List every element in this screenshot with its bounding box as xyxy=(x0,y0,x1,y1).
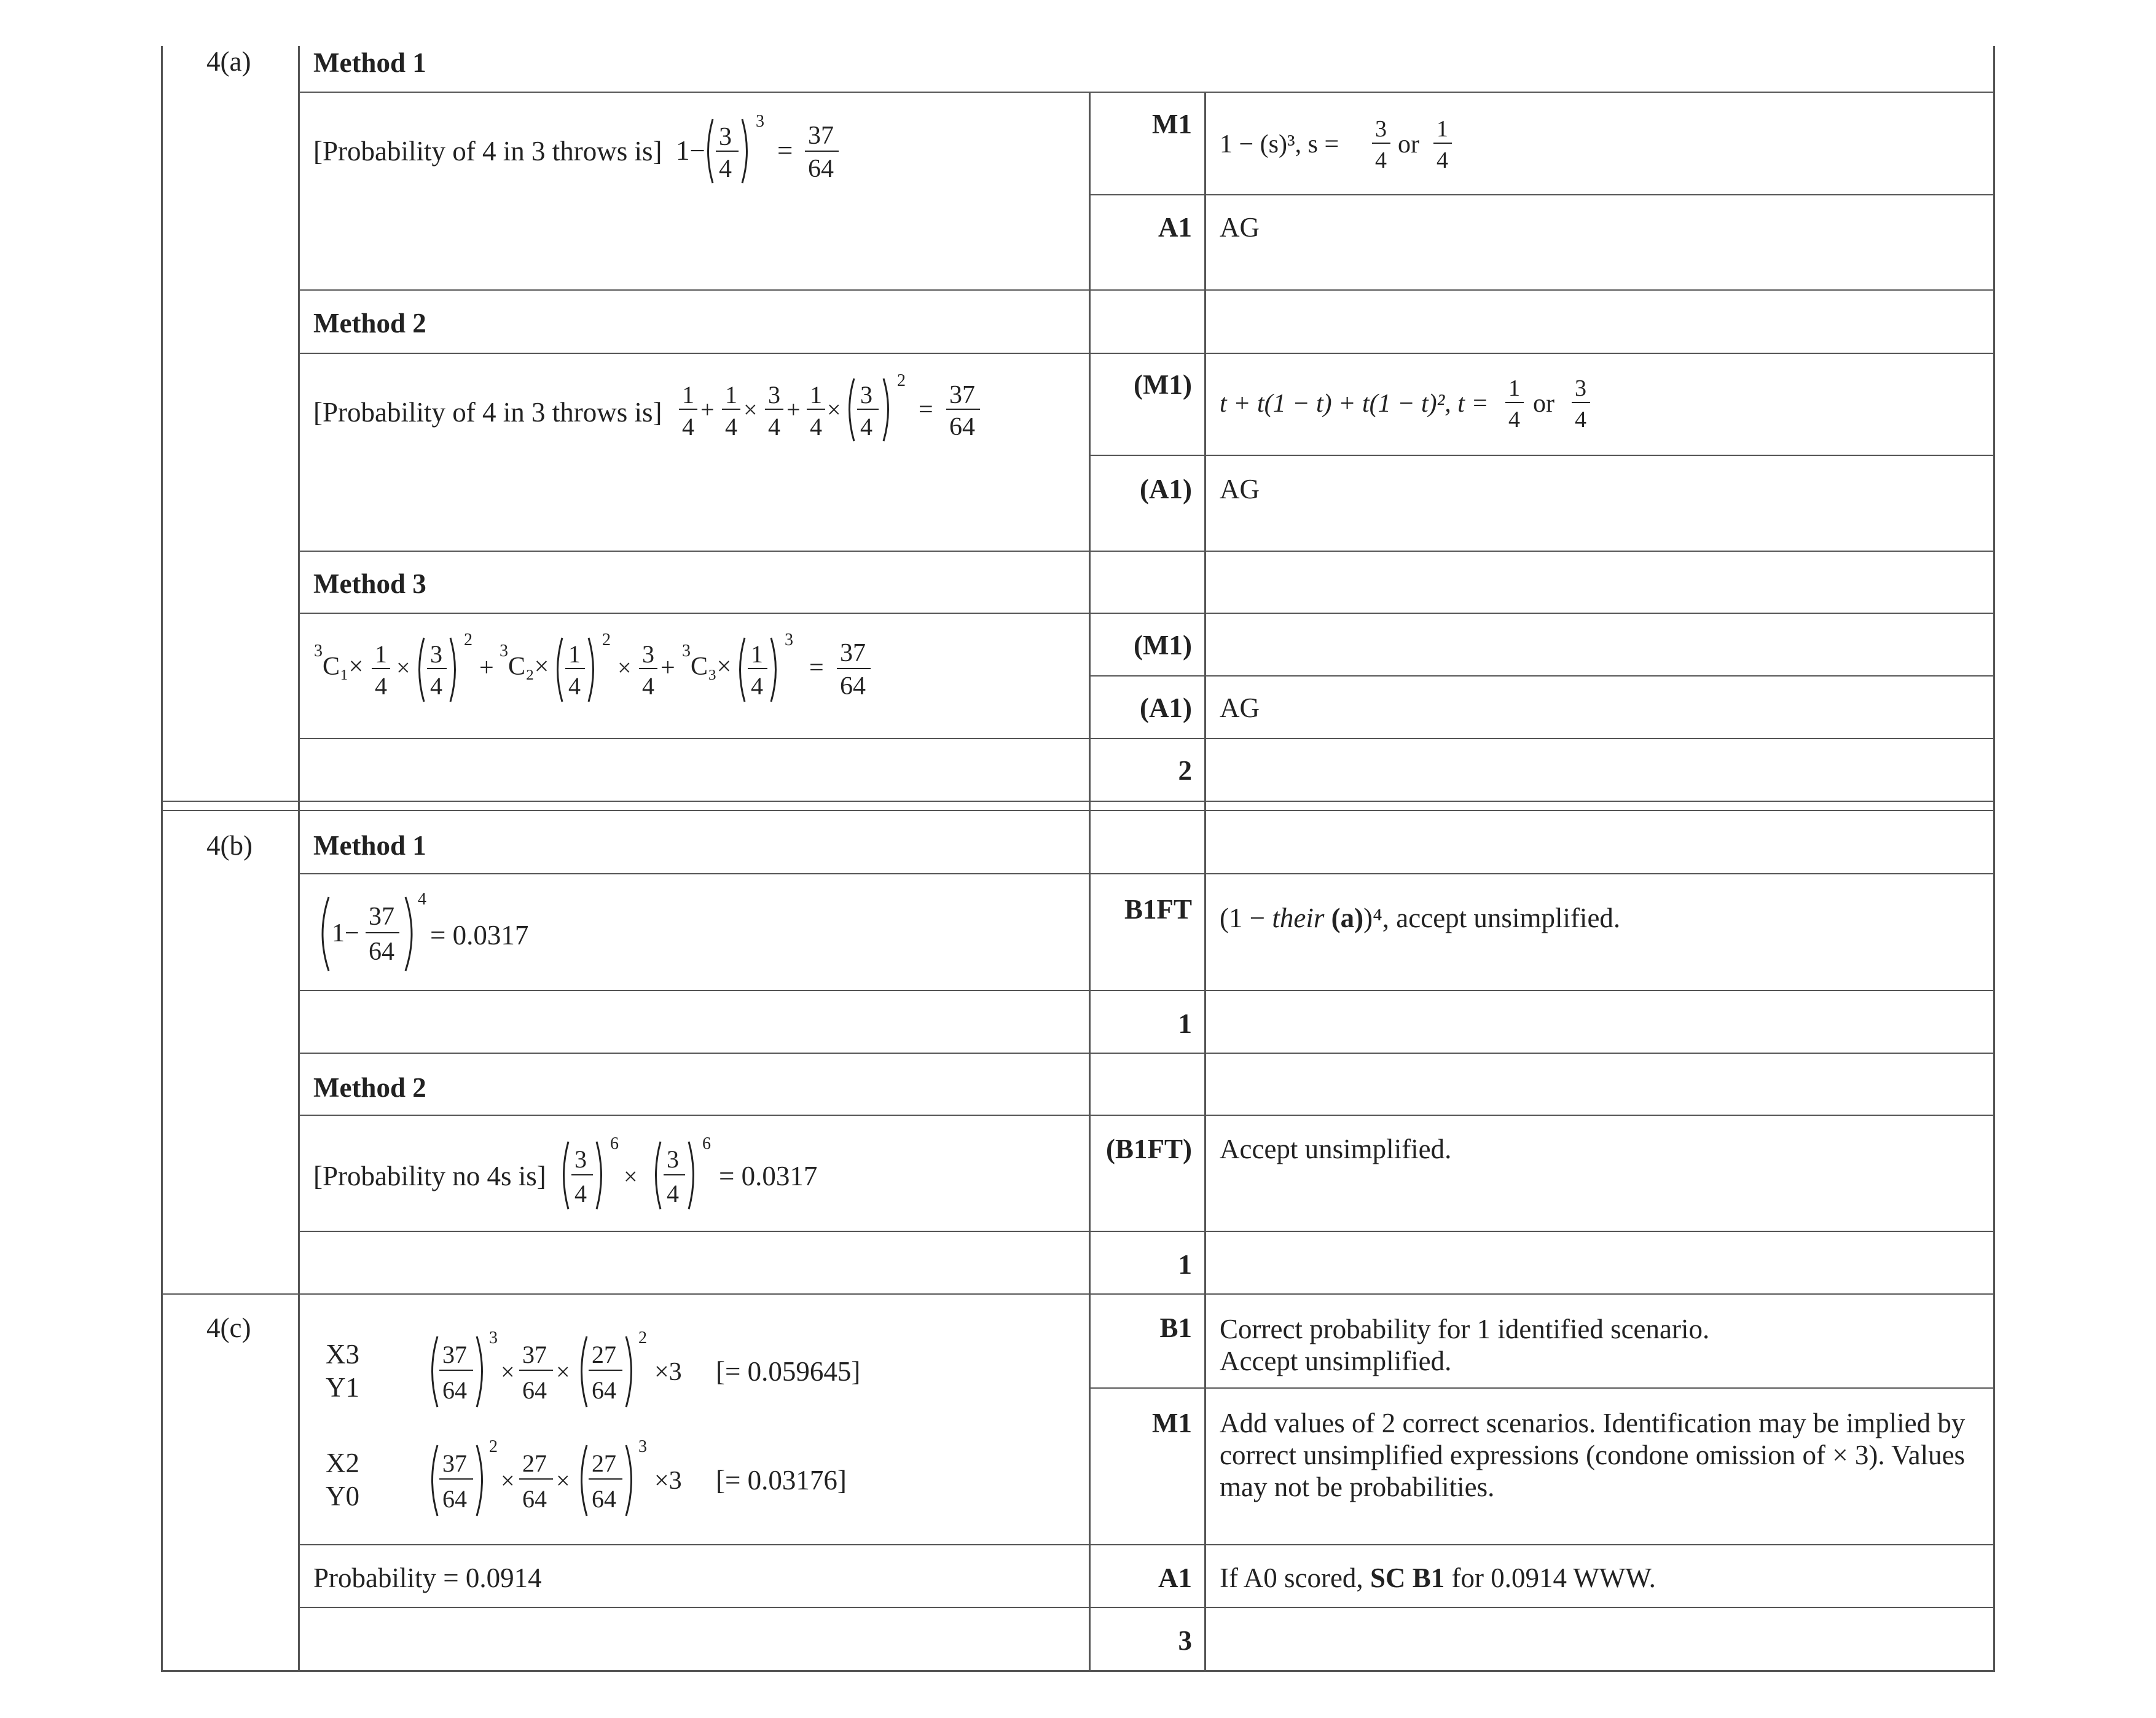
mark-m1-alt: (M1) xyxy=(1134,369,1192,400)
mark-b1: B1 xyxy=(1159,1312,1192,1343)
scenario-1-expression xyxy=(424,1321,694,1419)
svg-text:64: 64 xyxy=(369,938,394,966)
svg-text:+: + xyxy=(661,654,675,682)
svg-text:4: 4 xyxy=(768,413,780,441)
svg-text:2: 2 xyxy=(464,630,472,649)
svg-text:27: 27 xyxy=(522,1449,547,1477)
svg-text:3: 3 xyxy=(667,1145,679,1173)
svg-text:4: 4 xyxy=(1508,407,1520,433)
mark-m1-alt: (M1) xyxy=(1134,630,1192,661)
mark-m1: M1 xyxy=(1152,1408,1192,1438)
mark-b1ft-alt: (B1FT) xyxy=(1106,1134,1192,1164)
total-marks-4c: 3 xyxy=(1178,1625,1192,1656)
svg-text:+: + xyxy=(700,396,715,423)
svg-text:4: 4 xyxy=(1375,147,1387,173)
svg-text:1: 1 xyxy=(568,640,581,668)
svg-text:64: 64 xyxy=(592,1485,616,1513)
final-probability: Probability = 0.0914 xyxy=(313,1563,542,1593)
svg-text:3: 3 xyxy=(500,641,508,661)
svg-text:2: 2 xyxy=(897,371,906,390)
guidance-m1-line: correct unsimplified expressions (condone omission of × 3). Values xyxy=(1220,1440,1966,1470)
svg-text:3: 3 xyxy=(785,630,793,649)
svg-text:2: 2 xyxy=(489,1437,498,1456)
method-1-title: Method 1 xyxy=(313,830,426,861)
guidance-accept: Accept unsimplified. xyxy=(1220,1134,1452,1164)
method-3-title: Method 3 xyxy=(313,568,426,599)
svg-text:3: 3 xyxy=(756,112,764,131)
mark-a1-alt: (A1) xyxy=(1140,474,1192,504)
svg-text:1: 1 xyxy=(810,381,822,409)
svg-text:4: 4 xyxy=(568,672,581,700)
svg-text:×: × xyxy=(617,654,632,681)
method-2-expression xyxy=(676,369,995,455)
svg-text:3: 3 xyxy=(430,640,442,668)
svg-text:=: = xyxy=(919,396,933,424)
svg-text:4: 4 xyxy=(667,1180,679,1207)
svg-text:37: 37 xyxy=(840,639,866,667)
svg-text:64: 64 xyxy=(442,1376,467,1404)
svg-text:3: 3 xyxy=(1375,116,1387,142)
svg-text:4: 4 xyxy=(1437,147,1448,173)
scenario-label: Y0 xyxy=(326,1481,359,1512)
svg-text:37: 37 xyxy=(442,1341,467,1368)
svg-text:3: 3 xyxy=(682,641,691,661)
svg-text:64: 64 xyxy=(840,672,866,700)
subtotal-marks: 1 xyxy=(1178,1008,1192,1039)
svg-text:3: 3 xyxy=(574,1145,587,1173)
svg-text:×: × xyxy=(624,1163,638,1190)
svg-text:4: 4 xyxy=(418,890,426,909)
svg-text:×: × xyxy=(827,396,841,423)
svg-text:=: = xyxy=(777,135,793,166)
svg-text:37: 37 xyxy=(808,122,834,150)
guidance-ag: AG xyxy=(1220,474,1260,504)
method-1-expression xyxy=(670,109,854,195)
table-border-bottom xyxy=(161,1670,1995,1672)
mark-a1: A1 xyxy=(1158,212,1192,243)
svg-text:6: 6 xyxy=(610,1134,619,1153)
svg-text:1−: 1− xyxy=(332,919,359,947)
svg-text:3: 3 xyxy=(719,123,732,151)
scenario-label: Y1 xyxy=(326,1372,359,1403)
svg-text:37: 37 xyxy=(442,1449,467,1477)
svg-text:+: + xyxy=(479,654,494,682)
guidance-ag: AG xyxy=(1220,212,1260,243)
svg-text:4: 4 xyxy=(682,413,694,441)
method-2-title: Method 2 xyxy=(313,308,426,339)
svg-text:1−: 1− xyxy=(676,135,705,166)
svg-text:1: 1 xyxy=(725,381,737,409)
svg-text:64: 64 xyxy=(522,1485,547,1513)
answer-value: = 0.0317 xyxy=(430,920,529,951)
svg-text:C₁×: C₁× xyxy=(323,653,364,681)
svg-text:or: or xyxy=(1398,130,1419,159)
svg-text:3: 3 xyxy=(768,381,780,409)
section-separator xyxy=(161,801,1995,802)
svg-text:3: 3 xyxy=(314,641,323,661)
svg-text:4: 4 xyxy=(1575,407,1586,433)
svg-text:1: 1 xyxy=(1508,375,1520,401)
svg-text:64: 64 xyxy=(949,413,975,441)
svg-text:×: × xyxy=(556,1358,570,1386)
svg-text:3: 3 xyxy=(638,1437,647,1456)
svg-text:×: × xyxy=(556,1467,570,1494)
svg-text:4: 4 xyxy=(725,413,737,441)
answer-value: = 0.0317 xyxy=(719,1161,818,1191)
svg-text:×3: ×3 xyxy=(654,1358,682,1386)
table-border-left xyxy=(161,46,163,1671)
svg-text:1: 1 xyxy=(375,640,387,668)
svg-text:4: 4 xyxy=(430,672,442,700)
svg-text:37: 37 xyxy=(522,1341,547,1368)
svg-text:37: 37 xyxy=(949,381,975,409)
svg-text:64: 64 xyxy=(808,155,834,183)
svg-text:4: 4 xyxy=(719,155,732,183)
svg-text:1: 1 xyxy=(682,381,694,409)
svg-text:3: 3 xyxy=(1575,375,1586,401)
question-label-4b: 4(b) xyxy=(206,830,253,861)
svg-text:27: 27 xyxy=(592,1341,616,1368)
svg-text:37: 37 xyxy=(369,903,394,931)
svg-text:4: 4 xyxy=(751,672,763,700)
svg-text:t + t(1 − t) + t(1 − t)², t =: t + t(1 − t) + t(1 − t)², t = xyxy=(1220,390,1489,418)
svg-text:4: 4 xyxy=(375,672,387,700)
svg-text:4: 4 xyxy=(574,1180,587,1207)
method-2-expression xyxy=(550,1129,734,1222)
answer-prefix: [Probability of 4 in 3 throws is] xyxy=(313,397,662,428)
mark-column-divider xyxy=(1204,92,1206,1671)
m1-guidance-expression xyxy=(1220,109,1527,183)
mark-a1: A1 xyxy=(1158,1563,1192,1593)
method-2-title: Method 2 xyxy=(313,1072,426,1103)
question-label-4a: 4(a) xyxy=(206,46,251,77)
svg-text:C₃×: C₃× xyxy=(691,653,732,681)
svg-text:×3: ×3 xyxy=(654,1467,682,1495)
svg-text:1: 1 xyxy=(1437,116,1448,142)
scenario-label: X2 xyxy=(326,1448,359,1478)
svg-text:×: × xyxy=(396,654,410,681)
mark-a1-alt: (A1) xyxy=(1140,692,1192,723)
mark-m1: M1 xyxy=(1152,109,1192,139)
guidance-b1-line: Correct probability for 1 identified scenario. xyxy=(1220,1314,1710,1344)
scenario-value: [= 0.059645] xyxy=(716,1356,861,1387)
svg-text:1: 1 xyxy=(751,640,763,668)
svg-text:or: or xyxy=(1533,390,1554,418)
svg-text:64: 64 xyxy=(592,1376,616,1404)
mark-b1ft: B1FT xyxy=(1124,894,1192,925)
guidance-a1: If A0 scored, SC B1 for 0.0914 WWW. xyxy=(1220,1563,1656,1593)
guidance-b1-line: Accept unsimplified. xyxy=(1220,1346,1452,1376)
svg-text:=: = xyxy=(809,654,824,682)
svg-text:3: 3 xyxy=(642,640,654,668)
answer-prefix: [Probability no 4s is] xyxy=(313,1161,546,1191)
scenario-label: X3 xyxy=(326,1339,359,1370)
method-3-expression xyxy=(310,619,894,724)
total-marks-4a: 2 xyxy=(1178,755,1192,786)
svg-text:64: 64 xyxy=(442,1485,467,1513)
guidance-b1ft: (1 − their (a))⁴, accept unsimplified. xyxy=(1220,903,1621,933)
svg-text:64: 64 xyxy=(522,1376,547,1404)
subtotal-marks: 1 xyxy=(1178,1249,1192,1280)
svg-text:4: 4 xyxy=(642,672,654,700)
method-1-title: Method 1 xyxy=(313,47,426,78)
svg-text:4: 4 xyxy=(860,413,872,441)
scenario-value: [= 0.03176] xyxy=(716,1465,847,1496)
method-1-expression xyxy=(310,885,433,983)
svg-text:6: 6 xyxy=(702,1134,711,1153)
guidance-m1-line: Add values of 2 correct scenarios. Identification may be implied by xyxy=(1220,1408,1966,1438)
answer-prefix: [Probability of 4 in 3 throws is] xyxy=(313,136,662,167)
svg-text:×: × xyxy=(743,396,758,423)
m2-guidance-expression xyxy=(1220,369,1650,442)
svg-text:3: 3 xyxy=(860,381,872,409)
guidance-m1-line: may not be probabilities. xyxy=(1220,1472,1495,1502)
svg-text:C₂×: C₂× xyxy=(508,653,549,681)
svg-text:2: 2 xyxy=(638,1328,647,1347)
question-label-4c: 4(c) xyxy=(206,1312,251,1343)
svg-text:+: + xyxy=(786,396,801,423)
svg-text:2: 2 xyxy=(602,630,611,649)
svg-text:4: 4 xyxy=(810,413,822,441)
guidance-ag: AG xyxy=(1220,692,1260,723)
svg-text:27: 27 xyxy=(592,1449,616,1477)
svg-text:×: × xyxy=(501,1358,515,1386)
svg-text:×: × xyxy=(501,1467,515,1494)
scenario-2-expression xyxy=(424,1430,694,1528)
svg-text:3: 3 xyxy=(489,1328,498,1347)
svg-text:1 − (s)³, s =: 1 − (s)³, s = xyxy=(1220,130,1339,159)
